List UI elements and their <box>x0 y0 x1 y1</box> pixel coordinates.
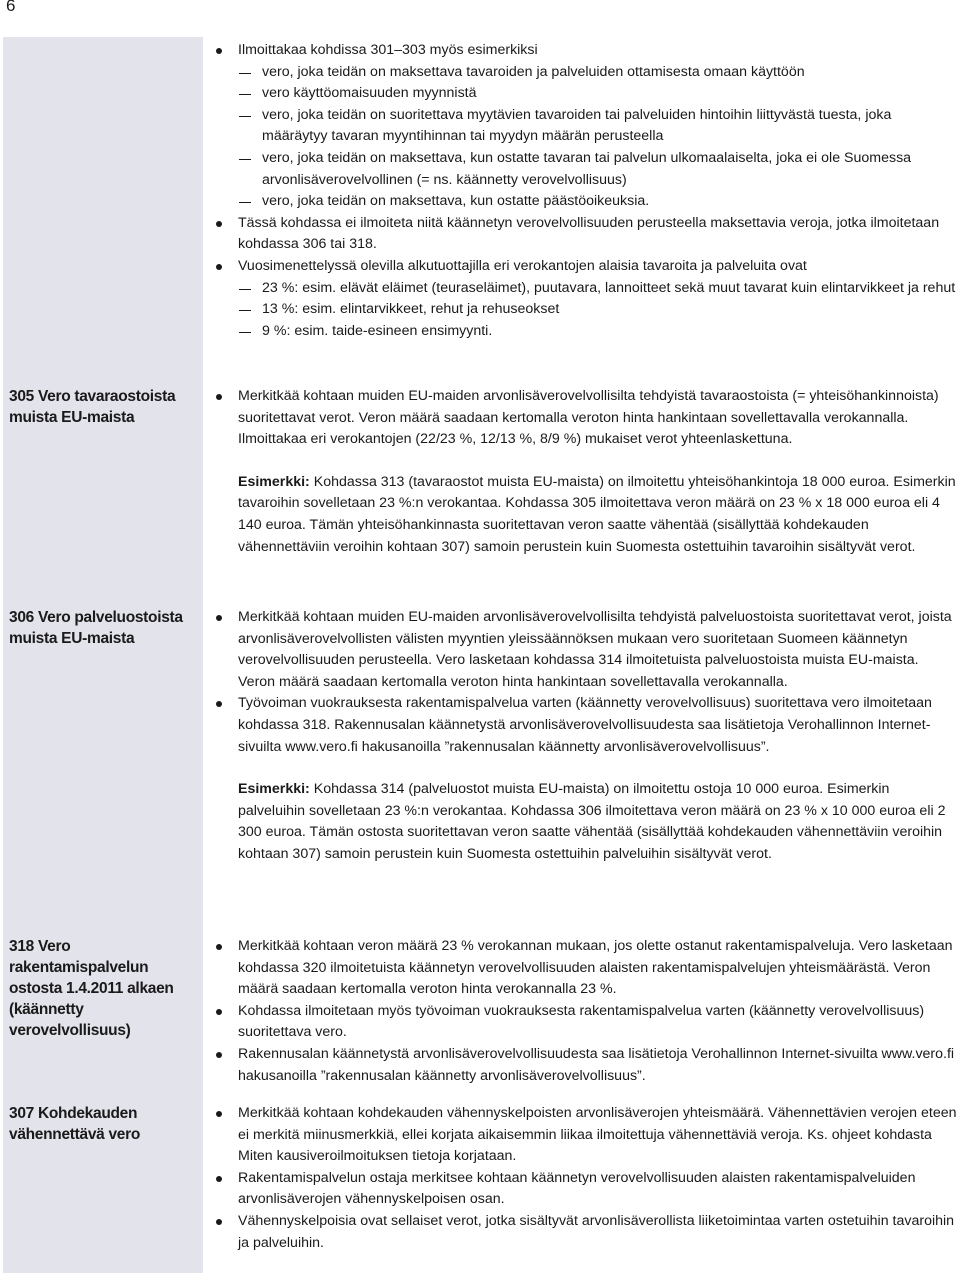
rate-23: 23 %: esim. elävät eläimet (teuraseläimet), puutavara, lannoitteet sekä muut tavarat kuin elintarvikkeet ja rehut <box>213 278 958 300</box>
section-305 <box>213 386 958 558</box>
label-307: 307 Kohdekauden vähennettävä vero <box>9 1105 141 1143</box>
intro-dash-4: vero, joka teidän on maksettava, kun ostatte tavaran tai palvelun ulkomaalaiselta, joka ei ole Suomessa arvonlisäverovelvollinen (= ns. käännetty verovelvollisuus) <box>213 148 958 191</box>
intro-bullet-2: Tässä kohdassa ei ilmoiteta niitä käännetyn verovelvollisuuden perusteella maksettavia veroja, jotka ilmoitetaan kohdassa 306 tai 318. <box>213 213 958 256</box>
label-318: 318 Vero rakentamispalvelun ostosta 1.4.2011 alkaen (käännetty verovelvollisuus) <box>9 938 174 1039</box>
s307-bullet-1: Merkitkää kohtaan kohdekauden vähennyskelpoisten arvonlisäverojen yhteismäärä. Vähennettävien verojen eteen ei merkitä miinusmerkkiä, ellei korjata aikaisemmin liikaa ilmoitettuja vähennettäviä veroja. Ks. ohjeet kohdasta Miten kausiveroilmoituksen tietoja korjataan. <box>213 1103 958 1168</box>
section-306 <box>213 607 958 866</box>
intro-dash-3: vero, joka teidän on suoritettava myytävien tavaroiden tai palveluiden hintoihin liittyvästä tuesta, joka määräytyy tavaran myyntihinnan tai myydyn määrän perusteella <box>213 105 958 148</box>
s305-example-text: Kohdassa 313 (tavaraostot muista EU-maista) on ilmoitettu yhteisöhankintoja 18 000 euroa. Esimerkin tavaroihin sovelletaan 23 %:n verokantaa. Kohdassa 305 ilmoitettava veron määrä on 23 % x 18 000 euroa eli 4 140 euroa. Tämän yhteisöhankinnasta suoritettavan veron saatte vähentää (sisällyttää kohdekauden vähennettäviin veroihin kohtaan 307) samoin perustein kuin Suomesta ostettuihin tavaroihin sisältyvät verot. <box>238 473 956 555</box>
s307-bullet-2: Rakentamispalvelun ostaja merkitsee kohtaan käännetyn verovelvollisuuden alaisten rakentamispalveluiden arvonlisäverojen vähennyskelpoisen osan. <box>213 1168 958 1211</box>
s306-bullet-2: Työvoiman vuokrauksesta rakentamispalvelua varten (käännetty verovelvollisuus) suoritettava vero ilmoitetaan kohdassa 318. Rakennusalan käännetystä arvonlisäverovelvollisuudesta saa lisätietoja Verohallinnon Internet-sivuilta www.vero.fi hakusanoilla ”rakennusalan käännetty arvonlisäverovelvollisuus”. <box>213 693 958 758</box>
s306-example-text: Kohdassa 314 (palveluostot muista EU-maista) on ilmoitettu ostoja 10 000 euroa. Esimerkin palveluihin sovelletaan 23 %:n verokantaa. Kohdassa 306 ilmoitettava veron määrä on 23 % x 10 000 euroa eli 2 300 euroa. Tämän ostosta suoritettavan veron saatte vähentää (sisällyttää kohdekauden vähennettäviin veroihin kohtaan 307) samoin perustein kuin Suomesta ostettuihin palveluihin sisältyvät verot. <box>238 781 946 862</box>
s306-bullet-1: Merkitkää kohtaan muiden EU-maiden arvonlisäverovelvollisilta tehdyistä palveluostoista suoritettavat verot, joista arvonlisäverovelvollisten välisten myyntien yleissäännöksen mukaan vero suoritetaan Suomeen käännetyn verovelvollisuuden perusteella. Vero lasketaan kohdassa 314 ilmoitetuista palveluostoista muista EU-maista. Veron määrä saadaan kertomalla veroton hinta hankintaan sovellettavalla verokannalla. <box>213 607 958 693</box>
intro-section <box>213 40 958 342</box>
section-318 <box>213 936 958 1087</box>
s307-bullet-3: Vähennyskelpoisia ovat sellaiset verot, jotka sisältyvät arvonlisäverollista liiketoimintaa varten ostetuihin tavaroihin ja palveluihin. <box>213 1211 958 1254</box>
intro-dash-2: vero käyttöomaisuuden myynnistä <box>213 83 958 105</box>
intro-dash-5: vero, joka teidän on maksettava, kun ostatte päästöoikeuksia. <box>213 191 958 213</box>
s305-example-label: Esimerkki: <box>238 473 310 490</box>
s306-example-label: Esimerkki: <box>238 781 310 798</box>
label-305: 305 Vero tavaraostoista muista EU-maista <box>9 388 176 426</box>
rate-13: 13 %: esim. elintarvikkeet, rehut ja rehuseokset <box>213 299 958 321</box>
s318-bullet-1: Merkitkää kohtaan veron määrä 23 % verokannan mukaan, jos olette ostanut rakentamispalveluja. Vero lasketaan kohdassa 320 ilmoitetuista käännetyn verovelvollisuuden alaisten rakentamispalvelujen yhteismäärästä. Veron määrä saadaan kertomalla veroton hinta verokannalla 23 %. <box>213 936 958 1001</box>
label-306: 306 Vero palveluostoista muista EU-maista <box>9 609 183 647</box>
s305-bullet-1: Merkitkää kohtaan muiden EU-maiden arvonlisäverovelvollisilta tehdyistä tavaraostoista (= yhteisöhankinnoista) suoritettavat verot. Veron määrä saadaan kertomalla veroton hinta hankintaan sovellettavalla verokannalla. Ilmoittakaa eri verokantojen (22/23 %, 12/13 %, 8/9 %) mukaiset verot yhteenlaskettuna. <box>213 386 958 451</box>
sidebar <box>3 37 203 1273</box>
intro-dash-1: vero, joka teidän on maksettava tavaroiden ja palveluiden ottamisesta omaan käyttöön <box>213 62 958 84</box>
s318-bullet-3: Rakennusalan käännetystä arvonlisäverovelvollisuudesta saa lisätietoja Verohallinnon Internet-sivuilta www.vero.fi hakusanoilla ”rakennusalan käännetty arvonlisäverovelvollisuus”. <box>213 1044 958 1087</box>
s305-example <box>213 472 958 558</box>
section-307 <box>213 1103 958 1254</box>
page-number: 6 <box>6 0 16 15</box>
s318-bullet-2: Kohdassa ilmoitetaan myös työvoiman vuokrauksesta rakentamispalvelua varten (käännetty verovelvollisuus) suoritettava vero. <box>213 1001 958 1044</box>
rate-9: 9 %: esim. taide-esineen ensimyynti. <box>213 321 958 343</box>
intro-bullet-3: Vuosimenettelyssä olevilla alkutuottajilla eri verokantojen alaisia tavaroita ja palveluita ovat <box>213 256 958 278</box>
s306-example <box>213 779 958 865</box>
intro-bullet-1: Ilmoittakaa kohdissa 301–303 myös esimerkiksi <box>213 40 958 62</box>
